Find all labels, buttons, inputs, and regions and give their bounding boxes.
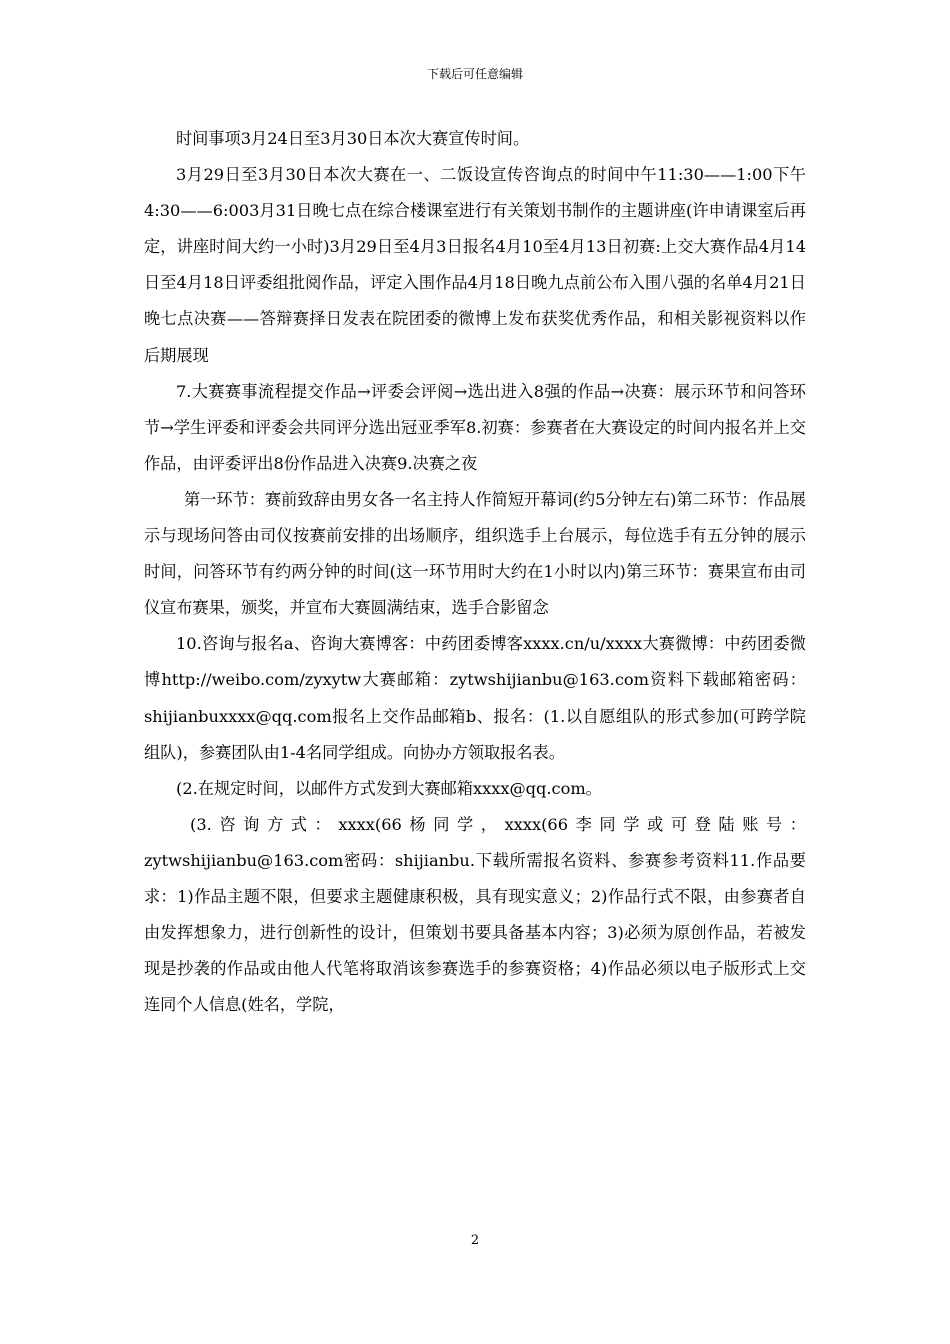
page-header: 下载后可任意编辑 <box>426 67 523 81</box>
document-body <box>144 121 806 1023</box>
page-number: 2 <box>470 1233 480 1248</box>
paragraph-schedule-intro: 时间事项3月24日至3月30日本次大赛宣传时间。 <box>176 129 530 148</box>
paragraph-schedule-details: 3月29日至3月30日本次大赛在一、二饭设宣传咨询点的时间中午11:30——1:00下午4:30——6:003月31日晚七点在综合楼课室进行有关策划书制作的主题讲座(许申请课室后再定，讲座时间大约一小时)3月29日至4月3日报名4月10至4月13日初赛:上交大赛作品4月14日至4月18日评委组批阅作品，评定入围作品4月18日晚九点前公布入围八强的名单4月21日晚七点决赛——答辩赛择日发表在院团委的微博上发布获奖优秀作品，和相关影视资料以作后期展现 <box>144 165 806 365</box>
paragraph-competition-process: 7.大赛赛事流程提交作品→评委会评阅→选出进入8强的作品→决赛：展示环节和问答环节→学生评委和评委会共同评分选出冠亚季军8.初赛：参赛者在大赛设定的时间内报名并上交作品，由评委评出8份作品进入决赛9.决赛之夜 <box>144 381 806 473</box>
paragraph-final-stages: 第一环节：赛前致辞由男女各一名主持人作简短开幕词(约5分钟左右)第二环节：作品展示与现场问答由司仪按赛前安排的出场顺序，组织选手上台展示，每位选手有五分钟的展示时间，问答环节有约两分钟的时间(这一环节用时大约在1小时以内)第三环节：赛果宣布由司仪宣布赛果，颁奖，并宣布大赛圆满结束，选手合影留念 <box>144 489 806 618</box>
paragraph-email-submission: (2.在规定时间，以邮件方式发到大赛邮箱xxxx@qq.com。 <box>176 778 602 798</box>
paragraph-registration: 10.咨询与报名a、咨询大赛博客：中药团委博客xxxx.cn/u/xxxx大赛微博：中药团委微博http://weibo.com/zyxytw大赛邮箱：zytwshijianbu@163.com资料下载邮箱密码：shijianbuxxxx@qq.com报名上交作品邮箱b、报名：(1.以自愿组队的形式参加(可跨学院组队)，参赛团队由1-4名同学组成。向协办方领取报名表。 <box>144 634 806 762</box>
paragraph-contact-requirements: (3.咨询方式：xxxx(66杨同学，xxxx(66李同学或可登陆账号：zytwshijianbu@163.com密码：shijianbu.下载所需报名资料、参赛参考资料11.作品要求：1)作品主题不限，但要求主题健康积极，具有现实意义；2)作品行式不限，由参赛者自由发挥想象力，进行创新性的设计，但策划书要具备基本内容；3)必须为原创作品，若被发现是抄袭的作品或由他人代笔将取消该参赛选手的参赛资格；4)作品必须以电子版形式上交连同个人信息(姓名，学院， <box>144 814 806 1015</box>
